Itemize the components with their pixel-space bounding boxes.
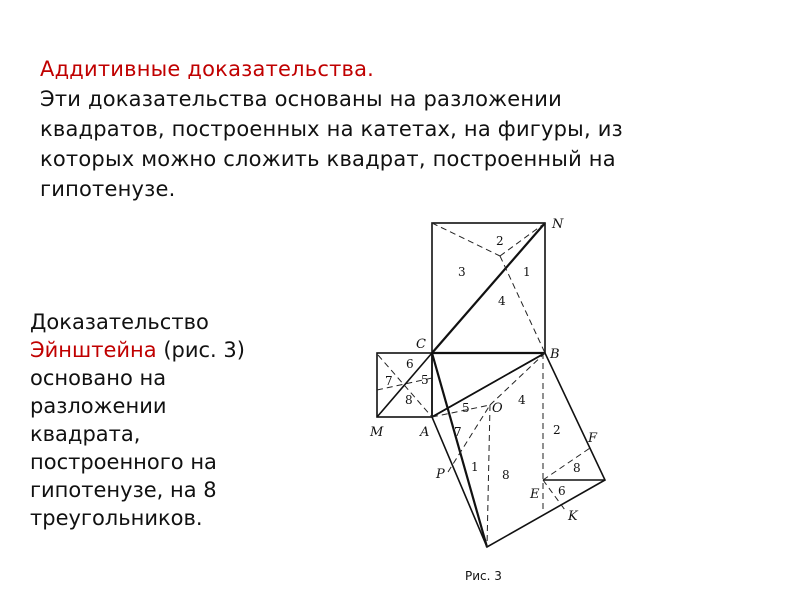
hypotenuse-square	[432, 353, 605, 547]
figure-caption: Рис. 3	[465, 569, 502, 583]
piece-top-2: 2	[496, 234, 504, 248]
heading-line-2: квадратов, построенных на катетах, на фигуры, из	[40, 117, 623, 141]
label-O: O	[492, 401, 503, 416]
dash-A-O	[432, 405, 490, 417]
piece-top-3: 3	[458, 265, 466, 279]
piece-right-8: 8	[573, 461, 581, 475]
piece-low-1: 1	[471, 460, 479, 474]
einstein-name: Эйнштейна	[30, 338, 157, 362]
side-line-4: квадрата,	[30, 422, 141, 446]
label-F: F	[588, 431, 598, 446]
heading-line-3: которых можно сложить квадрат, построенный на	[40, 147, 616, 171]
side-prefix: Доказательство	[30, 310, 209, 334]
piece-left-5: 5	[421, 373, 429, 387]
heading-line-4: гипотенузе.	[40, 177, 176, 201]
heading-title: Аддитивные доказательства.	[40, 57, 375, 81]
line-C-bottom	[432, 353, 487, 547]
label-K: K	[568, 509, 578, 524]
piece-left-6: 6	[406, 357, 414, 371]
side-line-7: треугольников.	[30, 506, 203, 530]
piece-top-4: 4	[498, 294, 506, 308]
label-P: P	[436, 467, 445, 482]
label-A: A	[420, 425, 430, 440]
dash-top-2	[500, 223, 545, 256]
side-line-3: разложении	[30, 394, 167, 418]
figure-solid-lines	[377, 223, 605, 547]
piece-low-8: 8	[502, 468, 510, 482]
side-line-6: гипотенузе, на 8	[30, 478, 217, 502]
piece-left-8: 8	[405, 393, 413, 407]
piece-low-2: 2	[553, 423, 561, 437]
piece-mid-5: 5	[462, 401, 470, 415]
piece-mid-7: 7	[454, 425, 462, 439]
side-line-2: основано на	[30, 366, 167, 390]
piece-left-7: 7	[385, 374, 393, 388]
piece-top-1: 1	[523, 265, 531, 279]
heading-line-1: Эти доказательства основаны на разложении	[40, 87, 563, 111]
dash-O-bottom	[487, 405, 490, 547]
figure-dashed-lines	[377, 223, 590, 547]
dash-top-1	[432, 223, 500, 256]
label-C: C	[416, 337, 426, 352]
side-line-5: построенного на	[30, 450, 217, 474]
piece-low-6: 6	[558, 484, 566, 498]
label-B: B	[550, 347, 560, 362]
label-M: M	[370, 425, 384, 440]
diagonal-CN	[432, 223, 545, 353]
piece-mid-4: 4	[518, 393, 526, 407]
label-E: E	[530, 487, 540, 502]
side-line-1: (рис. 3)	[156, 338, 245, 362]
label-N: N	[552, 217, 564, 232]
dash-E-F	[543, 448, 590, 480]
